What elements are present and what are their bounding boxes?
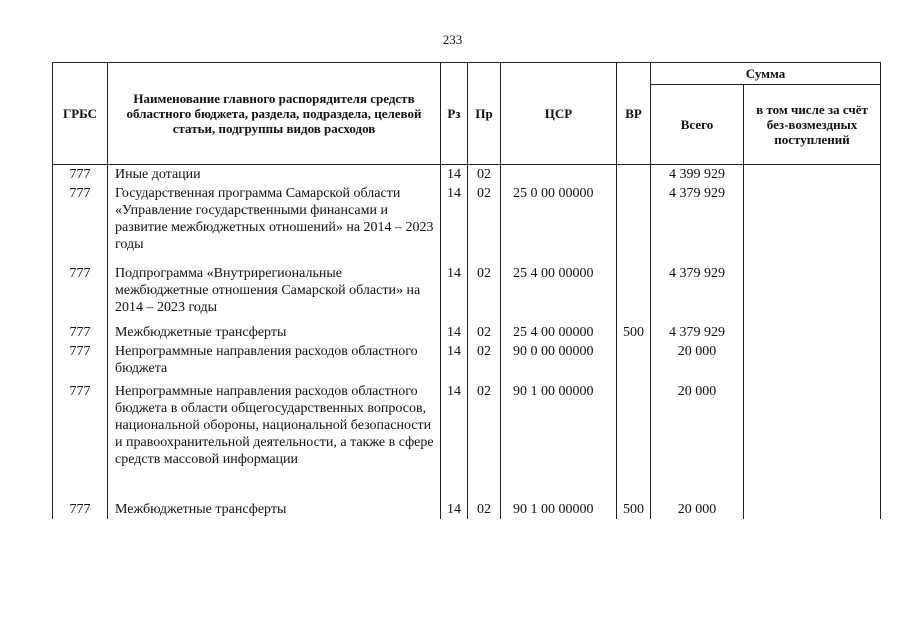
cell-total: 20 000 [651, 378, 744, 469]
cell-including [744, 317, 881, 342]
cell-name: Государственная программа Самарской области «Управление государственными финансами и развитие межбюджетных отношений» на 2014 – 2023 годы [108, 184, 441, 254]
header-sum: Сумма [651, 63, 881, 85]
cell-total: 20 000 [651, 495, 744, 519]
cell-csr: 25 4 00 00000 [501, 254, 617, 317]
cell-total: 4 379 929 [651, 317, 744, 342]
cell-rz: 14 [441, 165, 468, 185]
cell-vr [617, 342, 651, 378]
cell-pr: 02 [468, 184, 501, 254]
cell-grbs: 777 [53, 495, 108, 519]
cell-rz: 14 [441, 317, 468, 342]
cell-grbs: 777 [53, 184, 108, 254]
cell-rz: 14 [441, 495, 468, 519]
table-body [53, 165, 881, 520]
cell-name: Межбюджетные трансферты [108, 495, 441, 519]
header-csr: ЦСР [501, 63, 617, 165]
header-grbs: ГРБС [53, 63, 108, 165]
cell-csr: 25 0 00 00000 [501, 184, 617, 254]
table-spacer-row [53, 469, 881, 495]
table-row [53, 378, 881, 469]
table-row [53, 254, 881, 317]
cell-rz: 14 [441, 378, 468, 469]
cell-grbs: 777 [53, 342, 108, 378]
table-row [53, 495, 881, 519]
table-row [53, 184, 881, 254]
cell-vr [617, 165, 651, 185]
cell-including [744, 495, 881, 519]
table-header [53, 63, 881, 165]
cell-rz: 14 [441, 342, 468, 378]
cell-total: 4 379 929 [651, 254, 744, 317]
cell-vr: 500 [617, 317, 651, 342]
cell-total: 4 399 929 [651, 165, 744, 185]
cell-pr: 02 [468, 342, 501, 378]
cell-pr: 02 [468, 317, 501, 342]
cell-csr: 90 0 00 00000 [501, 342, 617, 378]
cell-vr [617, 184, 651, 254]
cell-total: 4 379 929 [651, 184, 744, 254]
table-row [53, 317, 881, 342]
cell-pr: 02 [468, 254, 501, 317]
cell-vr [617, 254, 651, 317]
cell-grbs: 777 [53, 254, 108, 317]
cell-rz: 14 [441, 254, 468, 317]
cell-csr: 25 4 00 00000 [501, 317, 617, 342]
cell-name: Подпрограмма «Внутрирегиональные межбюджетные отношения Самарской области» на 2014 – 2023 годы [108, 254, 441, 317]
cell-including [744, 254, 881, 317]
cell-including [744, 184, 881, 254]
cell-name: Межбюджетные трансферты [108, 317, 441, 342]
budget-table [52, 62, 881, 519]
header-pr: Пр [468, 63, 501, 165]
cell-csr: 90 1 00 00000 [501, 378, 617, 469]
cell-vr [617, 378, 651, 469]
cell-total: 20 000 [651, 342, 744, 378]
header-total: Всего [651, 85, 744, 165]
cell-rz: 14 [441, 184, 468, 254]
cell-grbs: 777 [53, 378, 108, 469]
header-including: в том числе за счёт без-возмездных поступлений [744, 85, 881, 165]
cell-pr: 02 [468, 165, 501, 185]
cell-grbs: 777 [53, 317, 108, 342]
cell-pr: 02 [468, 378, 501, 469]
header-vr: ВР [617, 63, 651, 165]
cell-name: Непрограммные направления расходов областного бюджета в области общегосударственных вопросов, национальной обороны, национальной безопасности и правоохранительной деятельности, а также в сфере средств массовой информации [108, 378, 441, 469]
cell-name: Иные дотации [108, 165, 441, 185]
budget-table-container [52, 62, 880, 519]
cell-vr: 500 [617, 495, 651, 519]
table-row [53, 342, 881, 378]
cell-csr: 90 1 00 00000 [501, 495, 617, 519]
cell-including [744, 342, 881, 378]
page-number: 233 [442, 32, 463, 47]
cell-csr [501, 165, 617, 185]
header-rz: Рз [441, 63, 468, 165]
table-row [53, 165, 881, 185]
cell-grbs: 777 [53, 165, 108, 185]
cell-including [744, 378, 881, 469]
header-name: Наименование главного распорядителя средств областного бюджета, раздела, подраздела, целевой статьи, подгруппы видов расходов [108, 63, 441, 165]
cell-name: Непрограммные направления расходов областного бюджета [108, 342, 441, 378]
cell-including [744, 165, 881, 185]
cell-pr: 02 [468, 495, 501, 519]
